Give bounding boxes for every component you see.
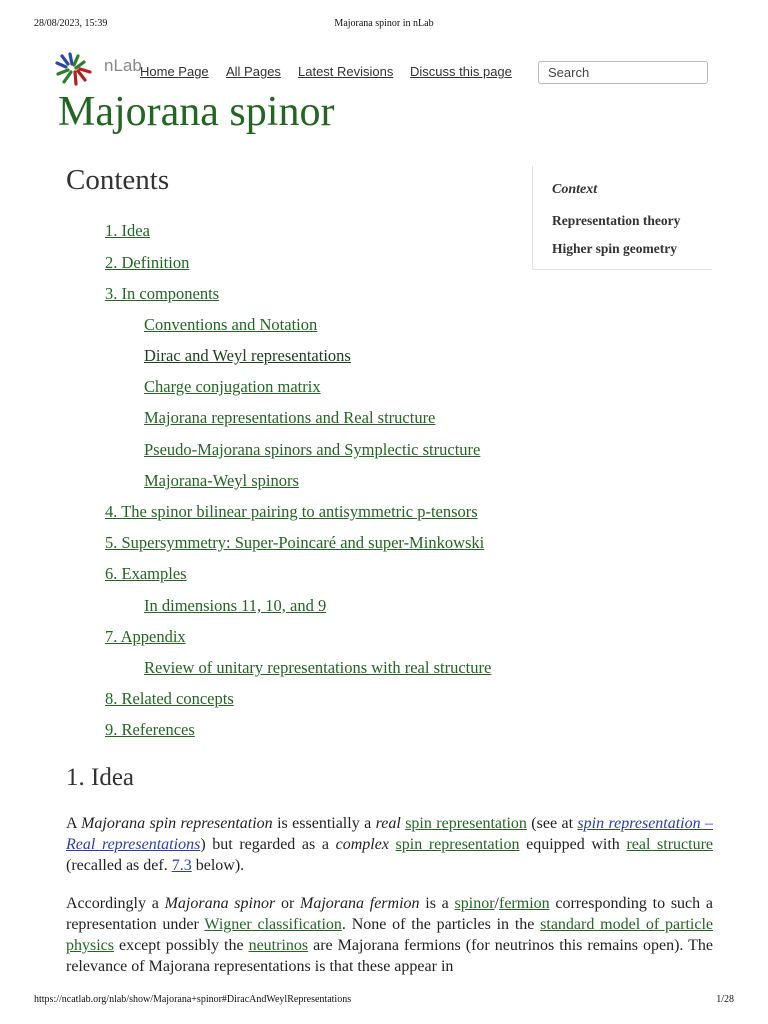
nav-all-pages[interactable]: All Pages [226, 64, 281, 79]
toc-item[interactable]: 9. References [105, 720, 195, 739]
toc-item[interactable]: 6. Examples [105, 564, 187, 583]
link-fermion[interactable]: fermion [498, 895, 550, 912]
text [389, 836, 396, 853]
emphasis: complex [335, 836, 389, 853]
toc-item[interactable]: 5. Supersymmetry: Super-Poincaré and super-Minkowski [105, 533, 485, 552]
emphasis: Majorana fermion [300, 895, 420, 912]
print-page-number: 1/28 [716, 994, 734, 1005]
text: except possibly the [114, 937, 249, 954]
print-url: https://ncatlab.org/nlab/show/Majorana+spinor#DiracAndWeylRepresentations [34, 994, 352, 1005]
nav-latest-revisions[interactable]: Latest Revisions [298, 64, 394, 79]
link-def-7-3[interactable]: 7.3 [171, 857, 192, 874]
toc-item[interactable]: 7. Appendix [105, 627, 186, 646]
link-spin-representation-2[interactable]: spin representation [395, 836, 520, 853]
nlab-logo-icon[interactable] [54, 52, 94, 88]
toc-item[interactable]: 8. Related concepts [105, 689, 234, 708]
text: corresponding to such a representation under [66, 895, 714, 933]
toc-subitem[interactable]: Pseudo-Majorana spinors and Symplectic structure [144, 440, 481, 459]
emphasis: Majorana spin representation [81, 815, 273, 832]
nav-home-page[interactable]: Home Page [140, 64, 209, 79]
toc-subitem[interactable]: In dimensions 11, 10, and 9 [144, 596, 327, 615]
brand-name[interactable]: nLab [104, 56, 142, 75]
idea-paragraph-2 [66, 893, 713, 977]
toc-subitem[interactable]: Charge conjugation matrix [144, 377, 321, 396]
contents-heading: Contents [66, 164, 170, 196]
context-box [532, 166, 712, 270]
text: is essentially a [272, 815, 376, 832]
section-heading-idea: 1. Idea [66, 764, 135, 791]
toc-item[interactable]: 2. Definition [105, 253, 190, 272]
link-spinor[interactable]: spinor [454, 895, 495, 912]
text: below). [191, 857, 245, 874]
toc-subitem[interactable]: Review of unitary representations with real structure [144, 658, 492, 677]
link-spin-representation[interactable]: spin representation [405, 815, 527, 832]
link-wigner-classification[interactable]: Wigner classification [204, 916, 342, 933]
print-date: 28/08/2023, 15:39 [34, 18, 108, 29]
emphasis: Majorana spinor [164, 895, 276, 912]
nav-discuss[interactable]: Discuss this page [410, 64, 512, 79]
context-item-representation-theory[interactable]: Representation theory [552, 213, 681, 228]
text: Accordingly a [66, 895, 165, 912]
link-neutrinos[interactable]: neutrinos [248, 937, 309, 954]
text: or [275, 895, 301, 912]
print-page-title: Majorana spinor in nLab [334, 18, 434, 29]
context-item-higher-spin-geometry[interactable]: Higher spin geometry [552, 241, 677, 256]
text: ) but regarded as a [200, 836, 336, 853]
text: (recalled as def. [66, 857, 172, 874]
context-title: Context [552, 182, 598, 197]
toc-item[interactable]: 3. In components [105, 284, 220, 303]
emphasis: real [375, 815, 401, 832]
page-title: Majorana spinor [58, 89, 335, 135]
toc-subitem[interactable]: Majorana-Weyl spinors [144, 471, 299, 490]
search-input[interactable]: Search [538, 61, 708, 84]
text: (see at [526, 815, 578, 832]
link-standard-model[interactable]: standard model of particle physics [66, 916, 714, 954]
link-real-structure[interactable]: real structure [626, 836, 714, 853]
toc-subitem[interactable]: Conventions and Notation [144, 315, 318, 334]
toc-item[interactable]: 4. The spinor bilinear pairing to antisymmetric p-tensors [105, 502, 478, 521]
text: A [66, 815, 82, 832]
text: equipped with [519, 836, 627, 853]
toc-subitem[interactable]: Dirac and Weyl representations [144, 346, 351, 365]
link-spin-representation-real[interactable]: spin representation – Real representations [66, 815, 714, 853]
toc-subitem[interactable]: Majorana representations and Real structure [144, 408, 436, 427]
toc-item[interactable]: 1. Idea [105, 221, 150, 240]
idea-paragraph-1 [66, 813, 713, 876]
text: is a [419, 895, 455, 912]
text: . None of the particles in the [341, 916, 541, 933]
text: are Majorana fermions (for neutrinos this remains open). The relevance of Majorana representations is that these appear in [66, 937, 713, 975]
text: / [494, 895, 499, 912]
